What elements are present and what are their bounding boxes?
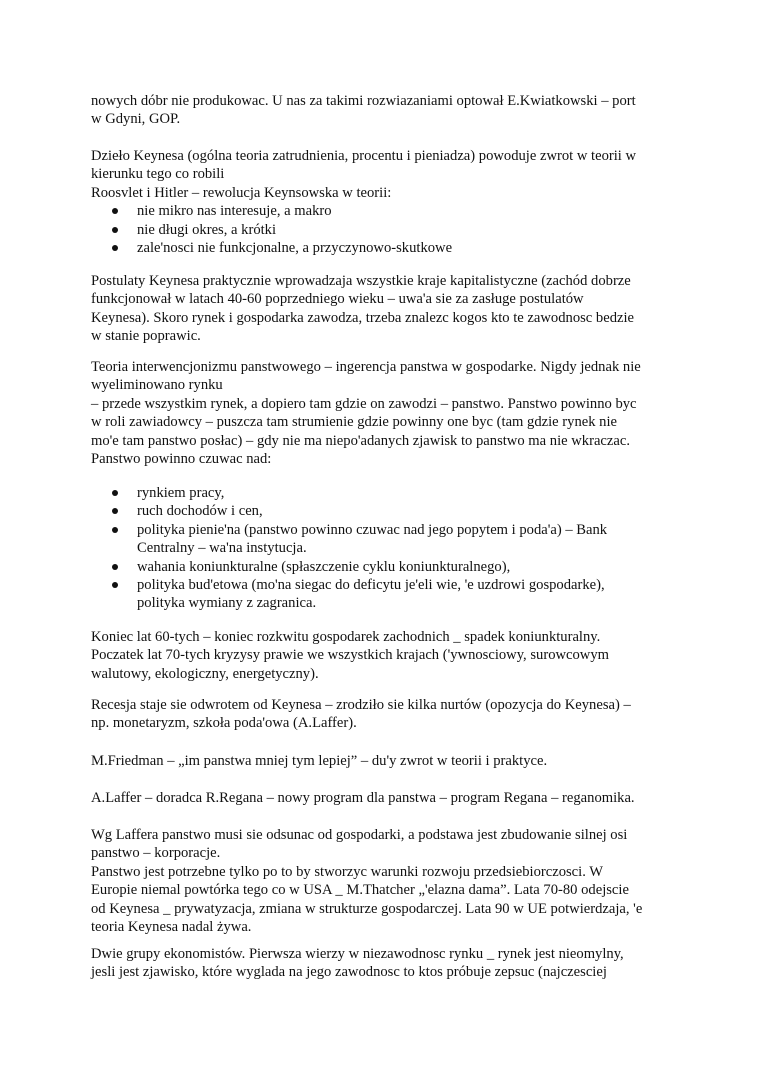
list-item: polityka bud'etowa (mo'na siegac do deficytu je'eli wie, 'e uzdrowi gospodarke), polityka wymiany z zagranica. — [91, 576, 691, 613]
paragraph-postulates — [91, 272, 691, 346]
bullet-icon — [112, 208, 118, 214]
bullet-icon — [112, 527, 118, 533]
text-line: Koniec lat 60-tych – koniec rozkwitu gospodarek zachodnich _ spadek koniunkturalny. — [91, 629, 601, 645]
text-line: Wg Laffera panstwo musi sie odsunac od gospodarki, a podstawa jest zbudowanie silnej osi — [91, 827, 628, 843]
list-item: rynkiem pracy, — [91, 484, 691, 502]
bullet-icon — [112, 508, 118, 514]
list-item: nie długi okres, a krótki — [91, 221, 691, 239]
bullet-icon — [112, 245, 118, 251]
list-item: zale'nosci nie funkcjonalne, a przyczynowo-skutkowe — [91, 239, 691, 257]
bullet-icon — [112, 227, 118, 233]
list-item: wahania koniunkturalne (spłaszczenie cyklu koniunkturalnego), — [91, 558, 691, 576]
bullet-icon — [112, 490, 118, 496]
text-line: Dwie grupy ekonomistów. Pierwsza wierzy w niezawodnosc rynku _ rynek jest nieomylny, — [91, 946, 624, 962]
text-line: Postulaty Keynesa praktycznie wprowadzaja wszystkie kraje kapitalistyczne (zachód dobrze — [91, 273, 631, 289]
text-line: nowych dóbr nie produkowac. U nas za takimi rozwiazaniami optował E.Kwiatkowski – port — [91, 93, 636, 109]
text-line: – przede wszystkim rynek, a dopiero tam gdzie on zawodzi – panstwo. Panstwo powinno byc — [91, 395, 637, 412]
text-line: Recesja staje sie odwrotem od Keynesa – zrodziło sie kilka nurtów (opozycja do Keynesa) – — [91, 697, 631, 713]
text-line: Dzieło Keynesa (ogólna teoria zatrudnienia, procentu i pieniadza) powoduje zwrot w teorii w — [91, 148, 637, 164]
paragraph-interventionism — [91, 358, 691, 468]
paragraph-intro — [91, 92, 691, 129]
text-line: w Gdyni, GOP. — [91, 111, 181, 128]
text-line: wyeliminowano rynku — [91, 377, 223, 394]
text-line: Panstwo powinno czuwac nad: — [91, 451, 272, 468]
text-line: funkcjonował w latach 40-60 poprzedniego wieku – uwa'a sie za zasługe postulatów — [91, 291, 584, 308]
text-line: Panstwo jest potrzebne tylko po to by stworzyc warunki rozwoju przedsiebiorczosci. W — [91, 863, 604, 880]
text-line: Teoria interwencjonizmu panstwowego – ingerencja panstwa w gospodarke. Nigdy jednak nie — [91, 359, 641, 375]
text-line: M.Friedman – „im panstwa mniej tym lepiej” – du'y zwrot w teorii i praktyce. — [91, 753, 548, 769]
text-line: teoria Keynesa nadal żywa. — [91, 919, 252, 936]
text-line: w stanie poprawic. — [91, 328, 201, 345]
text-line: A.Laffer – doradca R.Regana – nowy program dla panstwa – program Regana – reganomika. — [91, 790, 635, 806]
text-line: Poczatek lat 70-tych kryzysy prawie we wszystkich krajach ('ywnosciowy, surowcowym — [91, 647, 609, 664]
list-item: nie mikro nas interesuje, a makro — [91, 202, 691, 220]
bullet-icon — [112, 564, 118, 570]
text-line: kierunku tego co robili — [91, 166, 225, 183]
paragraph-friedman — [91, 752, 691, 770]
bullet-list-keynes — [91, 202, 691, 257]
paragraph-economists — [91, 945, 691, 982]
text-line: Roosvlet i Hitler – rewolucja Keynsowska w teorii: — [91, 184, 392, 201]
paragraph-recession — [91, 696, 691, 733]
text-line: np. monetaryzm, szkoła poda'owa (A.Laffer). — [91, 715, 357, 732]
text-line: od Keynesa _ prywatyzacja, zmiana w strukturze gospodarczej. Lata 90 w UE potwierdzaja, 'e — [91, 900, 643, 917]
text-line: mo'e tam panstwo posłac) – gdy nie ma niepo'adanych zjawisk to panstwo ma nie wkraczac. — [91, 432, 630, 449]
text-line: Europie niemal powtórka tego co w USA _ M.Thatcher „'elazna dama”. Lata 70-80 odejscie — [91, 882, 629, 899]
text-line: Keynesa). Skoro rynek i gospodarka zawodza, trzeba znalezc kogos kto te zawodnosc bedzie — [91, 309, 634, 326]
paragraph-laffer — [91, 789, 691, 807]
text-line: jesli jest zjawisko, które wyglada na jego zawodnosc to ktos próbuje zepsuc (najczesciej — [91, 964, 607, 981]
text-line: w roli zawiadowcy – puszcza tam strumienie gdzie powinny one byc (tam gdzie rynek nie — [91, 414, 618, 431]
text-line: walutowy, ekologiczny, energetyczny). — [91, 665, 319, 682]
paragraph-end-of-60s — [91, 628, 691, 683]
bullet-icon — [112, 582, 118, 588]
paragraph-keynes-work — [91, 147, 691, 257]
paragraph-laffer-state — [91, 826, 691, 936]
bullet-list-state-duties — [91, 484, 691, 613]
list-item: polityka pienie'na (panstwo powinno czuwac nad jego popytem i poda'a) – Bank Centralny – wa'na instytucja. — [91, 521, 691, 558]
text-line: panstwo – korporacje. — [91, 845, 221, 862]
list-item: ruch dochodów i cen, — [91, 502, 691, 520]
